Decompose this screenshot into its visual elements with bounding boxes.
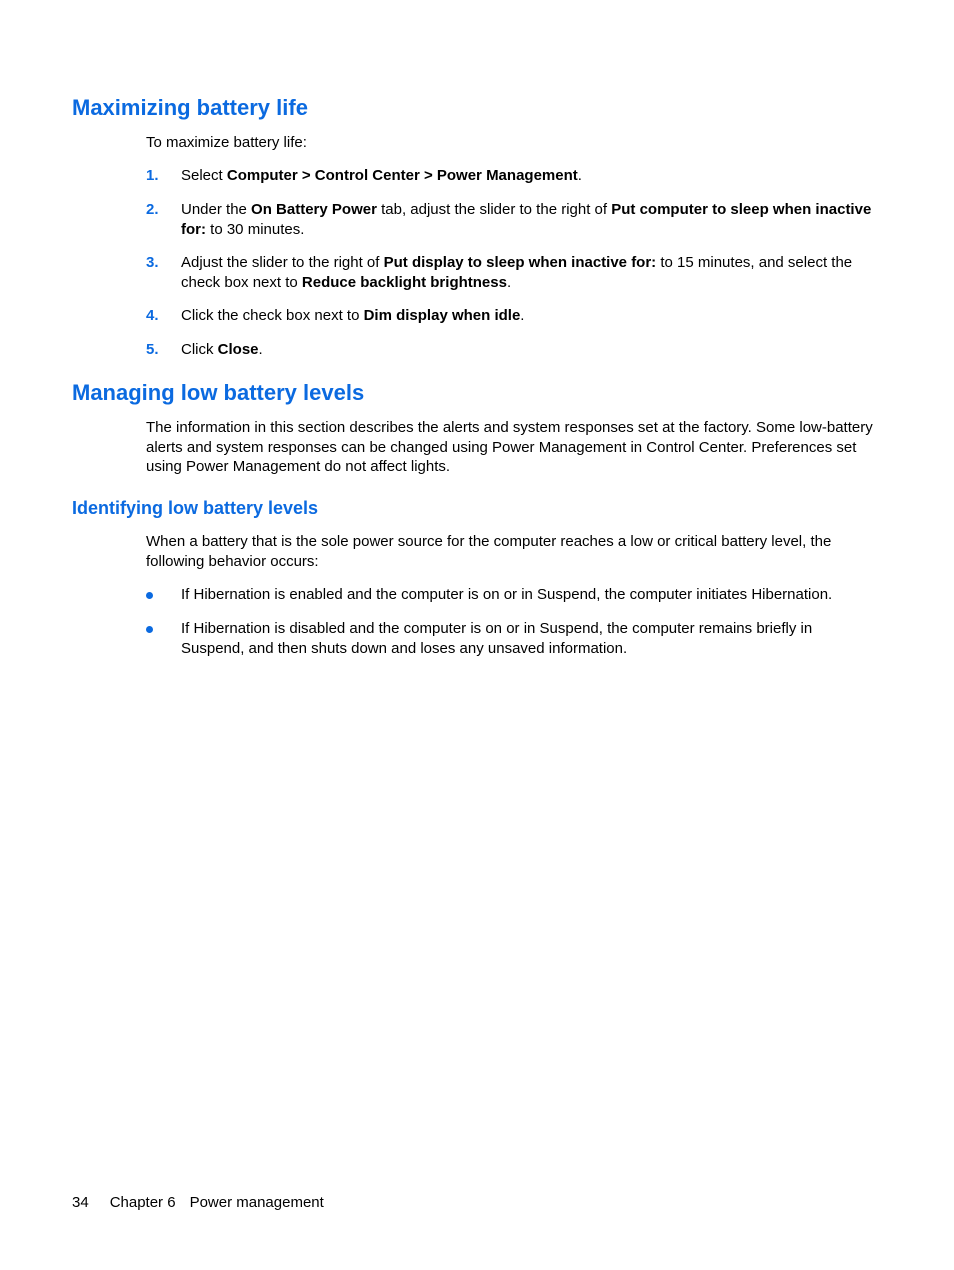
bullet-dot-icon	[146, 592, 153, 599]
maximizing-intro: To maximize battery life:	[146, 134, 307, 151]
step-text-bold: On Battery Power	[251, 201, 377, 218]
step-text-bold: Reduce backlight brightness	[301, 273, 507, 291]
step-text-bold: Put display to sleep when inactive for:	[383, 254, 657, 271]
step-text-plain: Click the check box next to	[181, 307, 364, 324]
step-text	[181, 253, 876, 292]
page-footer	[72, 1193, 324, 1212]
step-text	[181, 306, 876, 326]
step-text-plain: .	[520, 307, 525, 324]
bullet-item	[146, 619, 876, 658]
step-text	[181, 166, 876, 186]
step-text-bold: Close	[217, 341, 259, 358]
heading-maximizing-battery-life: Maximizing battery life	[72, 95, 308, 120]
step-text-plain: .	[577, 167, 582, 184]
step-number: 2.	[146, 201, 159, 218]
step-text-plain: Adjust the slider to the right of	[181, 254, 384, 271]
step-text-bold: Dim display when idle	[363, 307, 521, 324]
step-text-bold: Put computer to sleep when inactive for:	[181, 201, 872, 238]
step-text-plain: tab, adjust the slider to the right of	[376, 201, 612, 218]
step-text-plain: Click	[181, 341, 218, 358]
step-number: 5.	[146, 341, 159, 358]
managing-body: The information in this section describes the alerts and system responses set at the factory. Some low-battery alerts and system responses can be changed using Power Management in Control Center. Preferences set using Power Management do not affect lights.	[146, 419, 873, 475]
bullet-text: If Hibernation is enabled and the computer is on or in Suspend, the computer initiates Hibernation.	[181, 586, 833, 603]
step-item	[146, 253, 876, 292]
footer-chapter-title: Power management	[189, 1194, 324, 1211]
bullet-dot-icon	[146, 626, 153, 633]
page-number: 34	[72, 1194, 89, 1211]
step-item	[146, 306, 876, 326]
step-text-plain: Under the	[181, 201, 252, 218]
step-number: 1.	[146, 167, 159, 184]
step-text-plain: to 30 minutes.	[206, 220, 305, 238]
step-item	[146, 340, 876, 360]
step-text	[181, 200, 876, 239]
step-text-plain: .	[506, 273, 512, 291]
step-text-plain: to 15 minutes, and select the check box next to	[181, 254, 853, 291]
bullet-text: If Hibernation is disabled and the computer is on or in Suspend, the computer remains briefly in Suspend, and then shuts down and loses any unsaved information.	[181, 620, 813, 657]
step-text-plain: .	[258, 341, 263, 358]
identifying-body: When a battery that is the sole power source for the computer reaches a low or critical battery level, the following behavior occurs:	[146, 533, 832, 570]
step-text-plain: Select	[181, 167, 227, 184]
step-text	[181, 340, 876, 360]
bullet-item	[146, 585, 876, 605]
step-item	[146, 200, 876, 239]
step-number: 4.	[146, 307, 159, 324]
heading-identifying-low-battery-levels: Identifying low battery levels	[72, 498, 319, 518]
step-text-bold: Computer > Control Center > Power Management	[226, 167, 578, 184]
heading-managing-low-battery-levels: Managing low battery levels	[72, 380, 365, 405]
step-item	[146, 166, 876, 186]
step-number: 3.	[146, 254, 159, 271]
footer-chapter: Chapter 6	[109, 1194, 176, 1211]
